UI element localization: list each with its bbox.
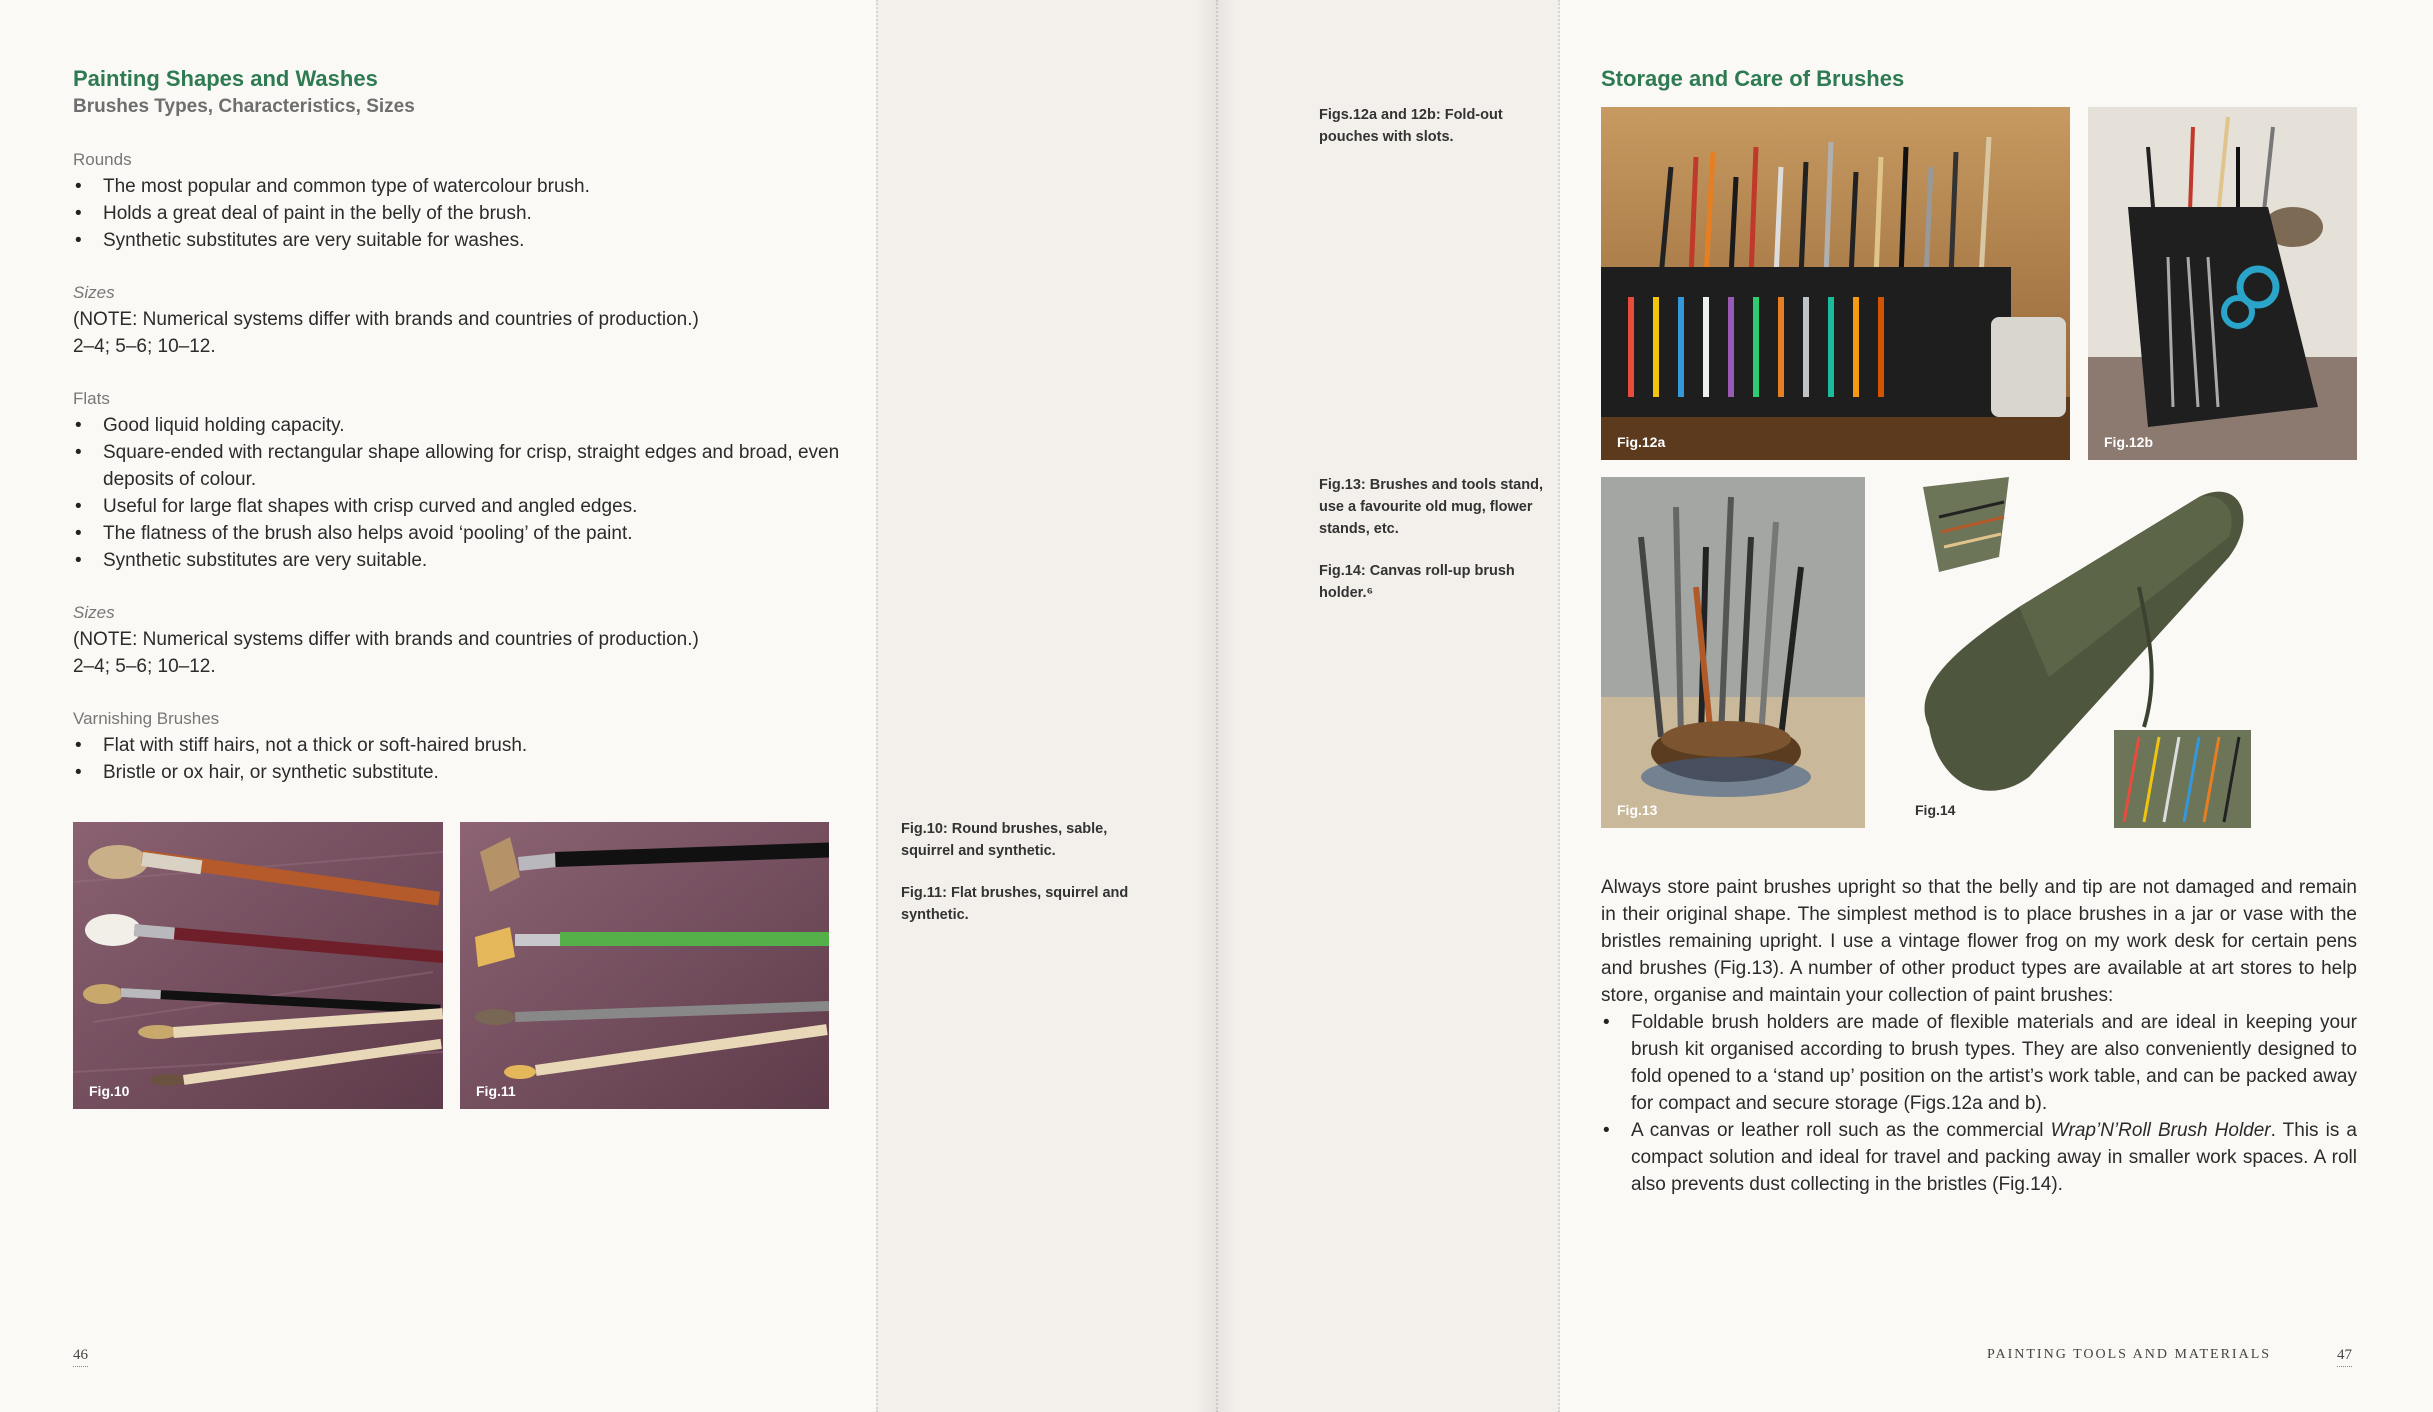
rounds-sizes-label: Sizes [73,283,115,302]
left-page-title: Painting Shapes and Washes [73,66,378,91]
list-item: • Bristle or ox hair, or synthetic substitute. [73,759,843,786]
list-item: • Synthetic substitutes are very suitable for washes. [73,227,843,254]
left-margin-column [876,0,1218,1412]
list-item: • Synthetic substitutes are very suitable. [73,547,843,574]
list-item: • Foldable brush holders are made of flexible materials and are ideal in keeping your brush kit organised according to brush types. They are also conveniently designed to fold opened to a ‘stand up’ position on the artist’s work table, and can be packed away for compact and secure storage (Figs.12a and b). [1601,1009,2357,1117]
list-item: • Good liquid holding capacity. [73,412,843,439]
fig10-label: Fig.10 [89,1083,130,1099]
running-head: PAINTING TOOLS AND MATERIALS [1987,1347,2272,1362]
fig13-photo [1601,477,1865,828]
fig14-label: Fig.14 [1915,802,1956,818]
storage-list [1601,1009,2357,1198]
list-item: • Flat with stiff hairs, not a thick or soft-haired brush. [73,732,843,759]
rounds-label: Rounds [73,150,132,169]
rounds-sizes-note: (NOTE: Numerical systems differ with brands and countries of production.) [73,309,699,330]
canvas-roll-image [1899,477,2259,828]
flats-label: Flats [73,389,110,408]
stand-up-pouch-image [2088,107,2357,460]
brush-types-text [73,147,843,786]
left-margin-captions [901,818,1131,946]
list-item: • The flatness of the brush also helps avoid ‘pooling’ of the paint. [73,520,843,547]
right-page-number: 47 [2337,1347,2352,1367]
list-item: • Square-ended with rectangular shape allowing for crisp, straight edges and broad, even deposits of colour. [73,439,843,493]
fig11-label: Fig.11 [476,1083,516,1099]
caption-fig13-14-block [1319,474,1544,624]
list-item: • Holds a great deal of paint in the belly of the brush. [73,200,843,227]
rounds-sizes-values: 2–4; 5–6; 10–12. [73,336,216,357]
brush-stand-image [1601,477,1865,828]
caption-fig13: Fig.13: Brushes and tools stand, use a favourite old mug, flower stands, etc. [1319,477,1543,537]
flats-sizes-values: 2–4; 5–6; 10–12. [73,656,216,677]
caption-fig12-block [1319,104,1544,168]
bullet2-text-pre: A canvas or leather roll such as the commercial [1631,1120,2051,1141]
storage-care-text [1601,874,2357,1198]
fold-out-pouch-image [1601,107,2070,460]
list-item: • Useful for large flat shapes with crisp curved and angled edges. [73,493,843,520]
fig12a-label: Fig.12a [1617,434,1666,450]
fig12b-label: Fig.12b [2104,434,2154,450]
varnishing-label: Varnishing Brushes [73,709,220,728]
caption-fig11: Fig.11: Flat brushes, squirrel and synthetic. [901,885,1129,923]
right-page-title: Storage and Care of Brushes [1601,66,1905,91]
rounds-list [73,173,843,254]
right-margin-column [1216,0,1560,1412]
flats-sizes-label: Sizes [73,603,115,622]
fig13-label: Fig.13 [1617,802,1658,818]
fig14-photo [1899,477,2259,828]
flats-sizes-note: (NOTE: Numerical systems differ with brands and countries of production.) [73,629,699,650]
fig10-photo [73,822,443,1109]
bullet2-text-post: . This is a compact solution and ideal for travel and packing away in smaller work spaces. A roll also prevents dust collecting in the bristles (Fig.14). [1631,1120,2357,1195]
intro-paragraph: Always store paint brushes upright so that the belly and tip are not damaged and remain in their original shape. The simplest method is to place brushes in a jar or vase with the bristles remaining upright. I use a vintage flower frog on my work desk for certain pens and brushes (Fig.13). A number of other product types are available at art stores to help store, organise and maintain your collection of paint brushes: [1601,877,2357,1006]
round-brushes-image [73,822,443,1109]
fig12b-photo [2088,107,2357,460]
fig12a-photo [1601,107,2070,460]
list-item: • The most popular and common type of watercolour brush. [73,173,843,200]
left-page-subtitle: Brushes Types, Characteristics, Sizes [73,96,415,117]
varnishing-list [73,732,843,786]
left-page-number: 46 [73,1347,88,1367]
gutter [1196,0,1236,1412]
flats-list [73,412,843,574]
caption-fig14: Fig.14: Canvas roll-up brush holder.⁶ [1319,563,1515,601]
list-item [1601,1117,2357,1198]
caption-fig10: Fig.10: Round brushes, sable, squirrel and synthetic. [901,821,1108,859]
caption-fig12: Figs.12a and 12b: Fold-out pouches with slots. [1319,107,1503,145]
product-name: Wrap’N’Roll Brush Holder [2050,1120,2271,1141]
fig11-photo [460,822,829,1109]
flat-brushes-image [460,822,829,1109]
